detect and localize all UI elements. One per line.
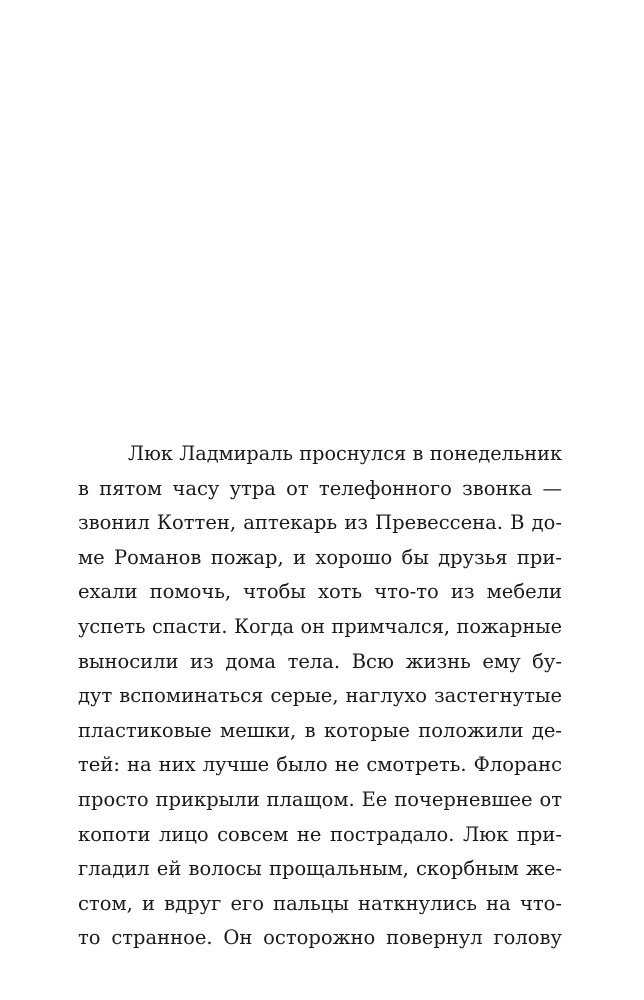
text-line: успеть спасти. Когда он примчался, пожарные	[78, 614, 562, 638]
text-line: тей: на них лучше было не смотреть. Флоранс	[78, 753, 562, 777]
text-line: копоти лицо совсем не пострадало. Люк при-	[78, 822, 562, 846]
text-line: просто прикрыли плащом. Ее почерневшее от	[78, 787, 562, 811]
text-line: звонил Коттен, аптекарь из Превессена. В до-	[78, 511, 562, 535]
text-line: дут вспоминаться серые, наглухо застегнутые	[78, 684, 562, 708]
text-line: гладил ей волосы прощальным, скорбным же-	[78, 857, 562, 881]
body-paragraph	[78, 437, 562, 956]
text-line: ме Романов пожар, и хорошо бы друзья при-	[78, 545, 562, 569]
text-line: в пятом часу утра от телефонного звонка —	[78, 476, 562, 500]
text-line: ехали помочь, чтобы хоть что-то из мебели	[78, 580, 562, 604]
text-line: пластиковые мешки, в которые положили де-	[78, 718, 562, 742]
text-line: выносили из дома тела. Всю жизнь ему бу-	[78, 649, 562, 673]
text-line: то странное. Он осторожно повернул голову	[78, 926, 562, 950]
text-line: стом, и вдруг его пальцы наткнулись на что-	[78, 891, 562, 915]
text-line: Люк Ладмираль проснулся в понедельник	[128, 442, 562, 465]
